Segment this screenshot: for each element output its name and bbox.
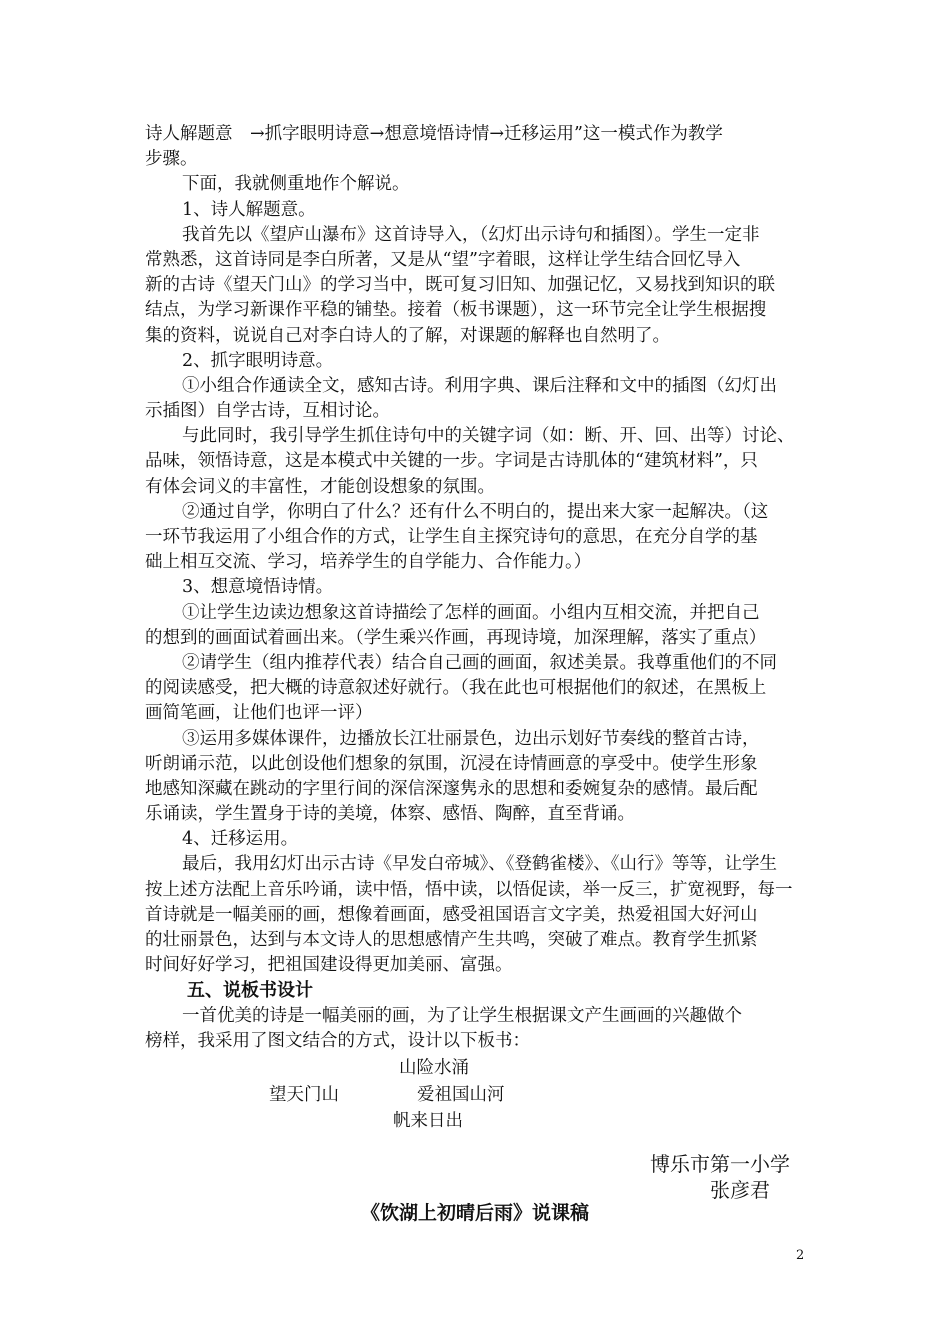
text-line: 集的资料，说说自己对李白诗人的了解，对课题的解释也自然明了。 bbox=[145, 325, 670, 346]
text-line: 2、抓字眼明诗意。 bbox=[182, 350, 334, 371]
paragraph-lines bbox=[145, 122, 807, 978]
text-line: 4、迁移运用。 bbox=[182, 829, 299, 850]
text-line: 步骤。 bbox=[145, 149, 198, 170]
text-line: 地感知深藏在跳动的字里行间的深信深邃隽永的思想和委婉复杂的感情。最后配 bbox=[145, 778, 758, 799]
text-line: ②通过自学，你明白了什么？还有什么不明白的，提出来大家一起解决。（这 bbox=[182, 501, 769, 522]
blackboard-design bbox=[145, 1054, 807, 1138]
text-line: 时间好好学习，把祖国建设得更加美丽、富强。 bbox=[145, 955, 513, 976]
text-line: 我首先以《望庐山瀑布》这首诗导入，（幻灯出示诗句和插图）。学生一定非 bbox=[182, 224, 760, 245]
text-line: 一首优美的诗是一幅美丽的画，为了让学生根据课文产生画画的兴趣做个 bbox=[182, 1005, 742, 1026]
text-line: 1、诗人解题意。 bbox=[182, 199, 316, 220]
board-top: 山险水涌 bbox=[399, 1057, 469, 1078]
text-line: 的阅读感受，把大概的诗意叙述好就行。（我在此也可根据他们的叙述，在黑板上 bbox=[145, 678, 767, 699]
text-line: 品味，领悟诗意，这是本模式中关键的一步。字词是古诗肌体的“建筑材料”，只 bbox=[145, 451, 758, 472]
next-document-title: 《饮湖上初晴后雨》说课稿 bbox=[360, 1202, 589, 1224]
text-line: 画简笔画，让他们也评一评） bbox=[145, 703, 373, 724]
text-line: 与此同时，我引导学生抓住诗句中的关键字词（如：断、开、回、出等）讨论、 bbox=[182, 426, 795, 447]
text-line: 最后，我用幻灯出示古诗《早发白帝城》、《登鹤雀楼》、《山行》等等，让学生 bbox=[182, 854, 777, 875]
text-line: 有体会词义的丰富性，才能创设想象的氛围。 bbox=[145, 476, 495, 497]
board-right: 爱祖国山河 bbox=[417, 1084, 505, 1105]
text-line: 首诗就是一幅美丽的画，想像着画面，感受祖国语言文字美，热爱祖国大好河山 bbox=[145, 904, 758, 925]
text-line: ①让学生边读边想象这首诗描绘了怎样的画面。小组内互相交流，并把自己 bbox=[182, 602, 760, 623]
body-text bbox=[145, 122, 807, 1138]
text-line: 础上相互交流、学习，培养学生的自学能力、合作能力。） bbox=[145, 552, 592, 573]
text-line: 乐诵读，学生置身于诗的美境，体察、感悟、陶醉，直至背诵。 bbox=[145, 804, 635, 825]
text-line: 按上述方法配上音乐吟诵，读中悟，悟中读，以悟促读，举一反三，扩宽视野，每一 bbox=[145, 879, 793, 900]
text-line: 示插图）自学古诗，互相讨论。 bbox=[145, 401, 390, 422]
page-number: 2 bbox=[796, 1248, 805, 1263]
section-heading: 五、说板书设计 bbox=[187, 980, 313, 1002]
text-line: 结点，为学习新课作平稳的铺垫。接着（板书课题），这一环节完全让学生根据搜 bbox=[145, 300, 767, 321]
text-line: 的想到的画面试着画出来。（学生乘兴作画，再现诗境，加深理解，落实了重点） bbox=[145, 627, 767, 648]
signature-school: 博乐市第一小学 bbox=[650, 1152, 790, 1176]
text-line: ③运用多媒体课件，边播放长江壮丽景色，边出示划好节奏线的整首古诗， bbox=[182, 728, 760, 749]
board-left: 望天门山 bbox=[269, 1084, 339, 1105]
intro-lines bbox=[145, 1004, 807, 1054]
text-line: ②请学生（组内推荐代表）结合自己画的画面，叙述美景。我尊重他们的不同 bbox=[182, 652, 777, 673]
signature-name: 张彦君 bbox=[710, 1178, 770, 1202]
text-line: 新的古诗《望天门山》的学习当中，既可复习旧知、加强记忆，又易找到知识的联 bbox=[145, 275, 775, 296]
text-line: 的壮丽景色，达到与本文诗人的思想感情产生共鸣，突破了难点。教育学生抓紧 bbox=[145, 930, 758, 950]
text-line: 榜样，我采用了图文结合的方式，设计以下板书： bbox=[145, 1030, 530, 1051]
text-line: 下面，我就侧重地作个解说。 bbox=[182, 174, 410, 195]
text-line: 听朗诵示范，以此创设他们想象的氛围，沉浸在诗情画意的享受中。使学生形象 bbox=[145, 753, 758, 774]
text-line: 诗人解题意 →抓字眼明诗意→想意境悟诗情→迁移运用”这一模式作为教学 bbox=[145, 124, 723, 144]
text-line: 一环节我运用了小组合作的方式，让学生自主探究诗句的意思，在充分自学的基 bbox=[145, 527, 758, 547]
board-bottom: 帆来日出 bbox=[393, 1110, 463, 1131]
text-line: 常熟悉，这首诗同是李白所著，又是从“望”字着眼，这样让学生结合回忆导入 bbox=[145, 249, 741, 270]
text-line: 3、想意境悟诗情。 bbox=[182, 577, 334, 598]
text-line: ①小组合作通读全文，感知古诗。利用字典、课后注释和文中的插图（幻灯出 bbox=[182, 375, 777, 396]
